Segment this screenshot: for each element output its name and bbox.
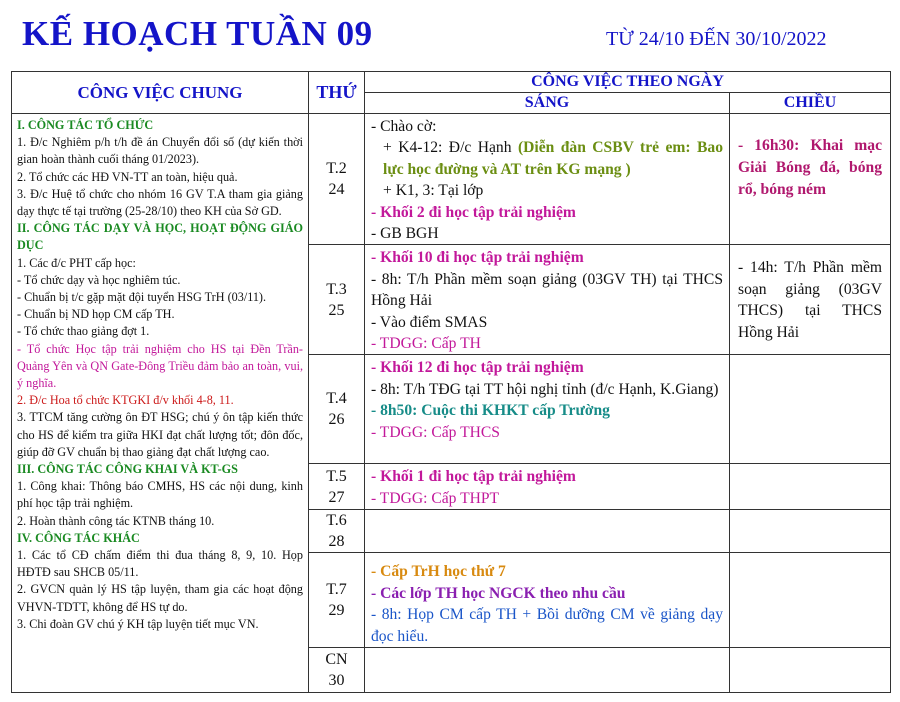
- morning-cell-fri: [365, 510, 730, 553]
- day-label: T.3: [326, 280, 347, 298]
- day-cell-fri: [309, 510, 365, 553]
- list-item: [371, 137, 723, 180]
- day-label: T.7: [326, 581, 347, 599]
- list-item: - 8h: T/h TĐG tại TT hội nghị tỉnh (đ/c Hạnh, K.Giang): [371, 380, 719, 398]
- weekly-plan-table: [11, 71, 891, 693]
- list-item: 1. Các tổ CĐ chấm điểm thi đua tháng 8, 9, 10. Họp HĐTĐ sau SHCB 05/11.: [17, 548, 303, 580]
- afternoon-cell-fri: [730, 510, 891, 553]
- list-item: - Khối 2 đi học tập trải nghiệm: [371, 203, 576, 221]
- afternoon-header: CHIỀU: [730, 93, 891, 114]
- day-label: CN: [325, 651, 348, 669]
- list-item: - 8h50: Cuộc thi KHKT cấp Trường: [371, 402, 610, 420]
- afternoon-cell-thu: [730, 464, 891, 510]
- date-range: TỪ 24/10 ĐẾN 30/10/2022: [606, 28, 827, 50]
- list-item: 2. Đ/c Hoa tổ chức KTGKI đ/v khối 4-8, 11.: [17, 393, 234, 408]
- list-item: - Khối 10 đi học tập trải nghiệm: [371, 249, 584, 267]
- weekday-header: THỨ: [309, 72, 365, 114]
- morning-cell-wed: [365, 355, 730, 464]
- day-date: 27: [328, 488, 345, 506]
- list-item: - 8h: Họp CM cấp TH + Bồi dưỡng CM về giảng dạy đọc hiểu.: [371, 606, 723, 645]
- day-cell-wed: [309, 355, 365, 464]
- list-item: - TDGG: Cấp TH: [371, 335, 481, 353]
- daily-work-header: CÔNG VIỆC THEO NGÀY: [365, 72, 891, 93]
- day-date: 30: [328, 672, 345, 690]
- afternoon-cell-mon: - 16h30: Khai mạc Giải Bóng đá, bóng rổ, bóng ném: [730, 114, 891, 245]
- list-item: - Tổ chức Học tập trải nghiệm cho HS tại Đền Trần-Quảng Yên và QN Gate-Đông Triều đảm bảo an toàn, vui, ý nghĩa.: [17, 341, 303, 391]
- afternoon-cell-tue: - 14h: T/h Phần mềm soạn giảng (03GV THCS) tại THCS Hồng Hải: [730, 245, 891, 355]
- morning-cell-mon: [365, 114, 730, 245]
- list-item: 3. TTCM tăng cường ôn ĐT HSG; chú ý ôn tập kiến thức cho HS để kiểm tra giữa HKI đạt chất lượng tốt; đôn đốc, giúp đỡ GV chuẩn bị thao giảng đạt chất lượng cao.: [17, 410, 303, 459]
- morning-cell-thu: [365, 464, 730, 510]
- morning-header: SÁNG: [365, 93, 730, 114]
- list-item: - TDGG: Cấp THCS: [371, 423, 500, 441]
- day-date: 29: [328, 602, 345, 620]
- list-item: - 8h: T/h Phần mềm soạn giảng (03GV TH) tại THCS Hồng Hải: [371, 270, 723, 310]
- day-label: T.2: [326, 160, 347, 178]
- day-label: T.4: [326, 390, 347, 408]
- page-title: KẾ HOẠCH TUẦN 09: [22, 14, 373, 53]
- list-item: - Khối 1 đi học tập trải nghiệm: [371, 468, 576, 486]
- section-other-title: IV. CÔNG TÁC KHÁC: [17, 530, 140, 545]
- day-cell-mon: [309, 114, 365, 245]
- day-date: 26: [328, 411, 345, 429]
- afternoon-cell-sat: [730, 553, 891, 648]
- list-item: - GB BGH: [371, 225, 439, 243]
- morning-cell-tue: [365, 245, 730, 355]
- day-cell-tue: [309, 245, 365, 355]
- section-organization-title: I. CÔNG TÁC TỔ CHỨC: [17, 118, 154, 132]
- day-cell-sat: [309, 553, 365, 648]
- section-disclosure-title: III. CÔNG TÁC CÔNG KHAI VÀ KT-GS: [17, 462, 238, 477]
- day-label: T.5: [326, 467, 347, 485]
- day-cell-sun: [309, 648, 365, 693]
- morning-cell-sun: [365, 648, 730, 693]
- list-item: 1. Các đ/c PHT cấp học:: [17, 255, 136, 270]
- item-text: + K4-12: Đ/c Hạnh: [383, 139, 518, 157]
- list-item: - Chào cờ:: [371, 118, 437, 135]
- general-work-header: CÔNG VIỆC CHUNG: [12, 72, 309, 114]
- afternoon-cell-sun: [730, 648, 891, 693]
- day-label: T.6: [326, 512, 347, 530]
- list-item: - Chuẩn bị ND họp CM cấp TH.: [17, 307, 175, 322]
- list-item: 3. Chi đoàn GV chú ý KH tập luyện tiết mục VN.: [17, 616, 259, 631]
- list-item: - Tổ chức dạy và học nghiêm túc.: [17, 272, 181, 287]
- list-item: - Khối 12 đi học tập trải nghiệm: [371, 359, 584, 377]
- day-date: 24: [328, 181, 345, 199]
- afternoon-cell-wed: [730, 355, 891, 464]
- list-item: 3. Đ/c Huệ tổ chức cho nhóm 16 GV T.A tham gia giảng dạy thực tế tại trường (25-28/10) theo KH của Sở GD.: [17, 186, 303, 219]
- list-item: + K1, 3: Tại lớp: [383, 182, 484, 200]
- list-item: - Tổ chức thao giảng đợt 1.: [17, 324, 150, 339]
- list-item: - Cấp TrH học thứ 7: [371, 563, 506, 581]
- list-item: - Chuẩn bị t/c gặp mặt đội tuyển HSG TrH (03/11).: [17, 290, 267, 305]
- list-item: - Các lớp TH học NGCK theo nhu cầu: [371, 584, 626, 602]
- day-date: 28: [328, 533, 345, 551]
- list-item: 1. Công khai: Thông báo CMHS, HS các nội dung, kinh phí học tập trải nghiệm.: [17, 479, 303, 511]
- list-item: 2. Hoàn thành công tác KTNB tháng 10.: [17, 513, 215, 528]
- list-item: 2. GVCN quản lý HS tập luyện, tham gia các hoạt động VHVN-TDTT, không để HS tự do.: [17, 582, 303, 614]
- list-item: 1. Đ/c Nghiêm p/h t/h đề án Chuyển đổi số (dự kiến thời gian hoàn thành cuối tháng 01/2023).: [17, 135, 303, 167]
- general-work-cell: [12, 114, 309, 693]
- day-cell-thu: [309, 464, 365, 510]
- day-date: 25: [328, 301, 345, 319]
- morning-cell-sat: [365, 553, 730, 648]
- section-teaching-title: II. CÔNG TÁC DẠY VÀ HỌC, HOẠT ĐỘNG GIÁO DỤC: [17, 221, 303, 253]
- list-item: 2. Tổ chức các HĐ VN-TT an toàn, hiệu quả.: [17, 169, 238, 184]
- list-item: - Vào điểm SMAS: [371, 313, 488, 331]
- list-item: - TDGG: Cấp THPT: [371, 489, 500, 507]
- item-highlight: (Diễn đàn CSBV trẻ em: Bao lực học đường và AT trên KG mạng ): [383, 139, 723, 178]
